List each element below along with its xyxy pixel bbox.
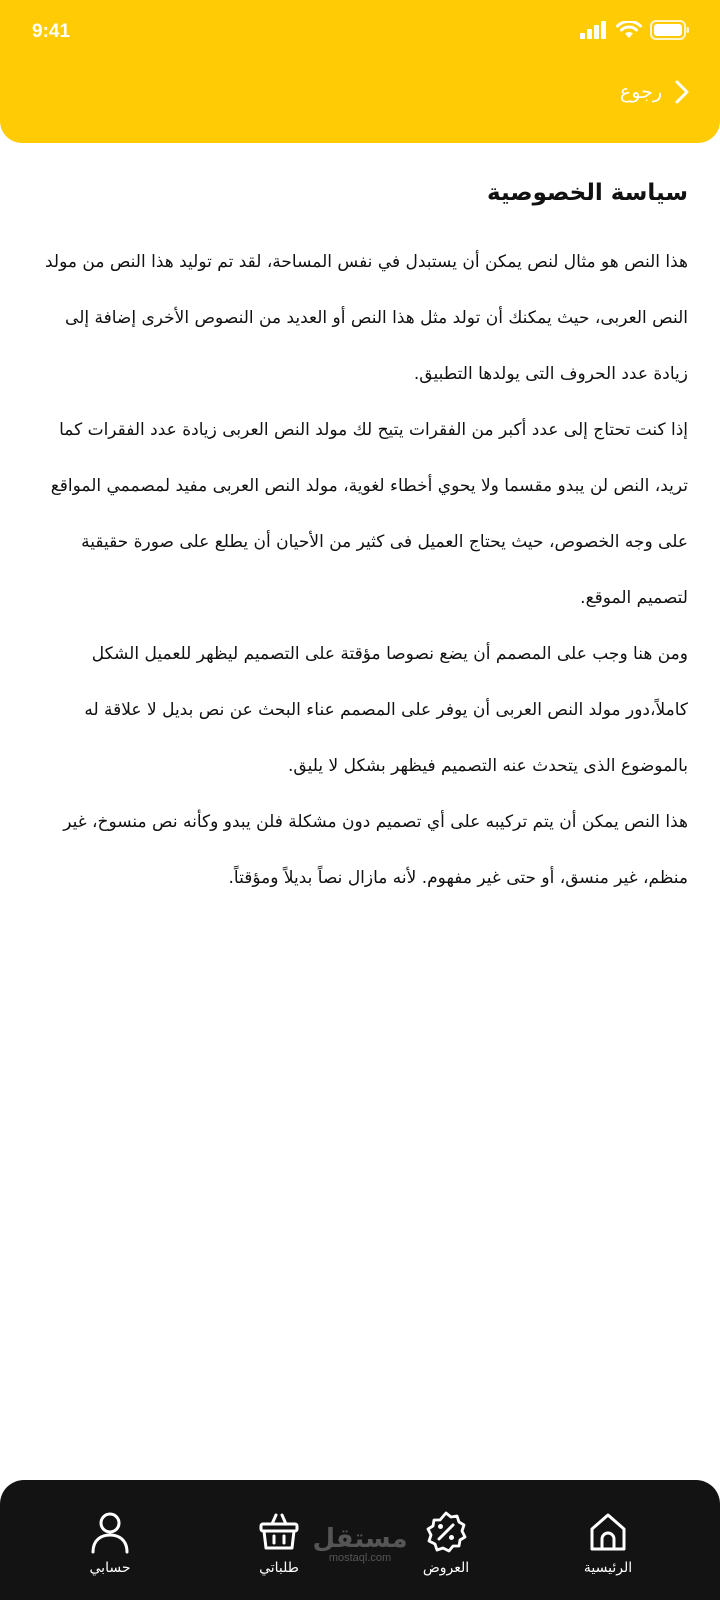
nav-item-home[interactable]	[548, 1510, 668, 1576]
chevron-right-icon	[674, 80, 690, 104]
discount-icon	[424, 1510, 468, 1554]
home-icon	[586, 1510, 630, 1554]
paragraph-2: إذا كنت تحتاج إلى عدد أكبر من الفقرات يتيح لك مولد النص العربى زيادة عدد الفقرات كما تريد، النص لن يبدو مقسما ولا يحوي أخطاء لغوية، مولد النص العربى مفيد لمصممي المواقع على وجه الخصوص، حيث يحتاج العميل فى كثير من الأحيان أن يطلع على صورة حقيقية لتصميم الموقع.	[50, 420, 688, 608]
watermark-latin: mostaql.com	[328, 1552, 392, 1564]
back-button[interactable]	[620, 80, 690, 104]
signal-icon	[580, 21, 608, 39]
page-title: سياسة الخصوصية	[487, 180, 688, 206]
wifi-icon	[616, 21, 642, 39]
nav-label-offers: العروض	[422, 1560, 470, 1576]
nav-item-account[interactable]	[50, 1510, 170, 1576]
paragraph-4: هذا النص يمكن أن يتم تركيبه على أي تصميم دون مشكلة فلن يبدو وكأنه نص منسوخ، غير منظم، غير منسق، أو حتى غير مفهوم. لأنه مازال نصاً بديلاً ومؤقتاً.	[63, 812, 688, 888]
privacy-content	[30, 172, 688, 906]
basket-icon	[257, 1510, 301, 1554]
app-header	[0, 0, 720, 143]
battery-icon	[650, 20, 690, 40]
user-icon	[88, 1510, 132, 1554]
status-time: 9:41	[32, 21, 71, 42]
paragraph-1: هذا النص هو مثال لنص يمكن أن يستبدل في نفس المساحة، لقد تم توليد هذا النص من مولد النص العربى، حيث يمكنك أن تولد مثل هذا النص أو العديد من النصوص الأخرى إضافة إلى زيادة عدد الحروف التى يولدها التطبيق.	[44, 252, 688, 384]
watermark	[310, 1526, 410, 1565]
back-label: رجوع	[619, 81, 662, 103]
paragraph-3: ومن هنا وجب على المصمم أن يضع نصوصا مؤقتة على التصميم ليظهر للعميل الشكل كاملاً،دور مولد النص العربى أن يوفر على المصمم عناء البحث عن نص بديل لا علاقة له بالموضوع الذى يتحدث عنه التصميم فيظهر بشكل لا يليق.	[84, 644, 688, 776]
watermark-arabic: مستقل	[312, 1524, 408, 1554]
nav-label-orders: طلباتي	[259, 1560, 299, 1576]
status-icons	[580, 20, 690, 40]
nav-label-home: الرئيسية	[583, 1560, 633, 1576]
nav-label-account: حسابي	[89, 1560, 131, 1576]
